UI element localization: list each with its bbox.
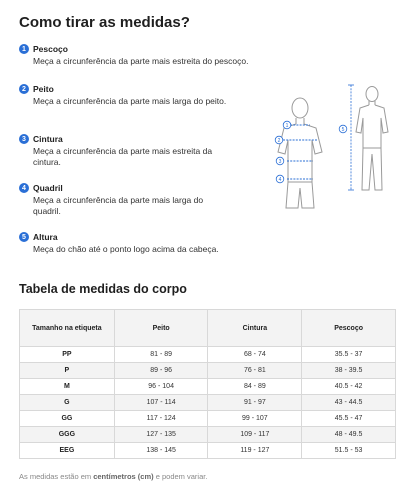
waist-cell: 84 - 89 bbox=[208, 379, 302, 395]
column-header-waist: Cintura bbox=[208, 310, 302, 347]
step-number-badge: 3 bbox=[19, 134, 29, 144]
table-row bbox=[20, 395, 396, 411]
neck-cell: 40.5 - 42 bbox=[302, 379, 396, 395]
waist-cell: 76 - 81 bbox=[208, 363, 302, 379]
step-description: Meça a circunferência da parte mais estreita da cintura. bbox=[33, 146, 213, 167]
full-body-figure bbox=[356, 87, 388, 191]
table-header-row bbox=[20, 310, 396, 347]
step-description: Meça a circunferência da parte mais larga do quadril. bbox=[33, 195, 204, 216]
table-row bbox=[20, 411, 396, 427]
step-neck bbox=[19, 44, 254, 67]
step-number-badge: 1 bbox=[19, 44, 29, 54]
column-header-size: Tamanho na etiqueta bbox=[20, 310, 115, 347]
step-number-badge: 5 bbox=[19, 232, 29, 242]
step-title: Quadril bbox=[33, 183, 63, 193]
size-cell: M bbox=[20, 379, 115, 395]
size-cell: P bbox=[20, 363, 115, 379]
body-measurement-illustration bbox=[268, 80, 408, 215]
chest-cell: 138 - 145 bbox=[114, 443, 208, 459]
step-number-badge: 4 bbox=[19, 183, 29, 193]
column-header-neck: Pescoço bbox=[302, 310, 396, 347]
neck-cell: 48 - 49.5 bbox=[302, 427, 396, 443]
step-title: Peito bbox=[33, 84, 54, 94]
step-number-badge: 2 bbox=[19, 84, 29, 94]
table-row bbox=[20, 347, 396, 363]
chest-cell: 117 - 124 bbox=[114, 411, 208, 427]
waist-cell: 109 - 117 bbox=[208, 427, 302, 443]
step-description: Meça do chão até o ponto logo acima da cabeça. bbox=[33, 244, 219, 254]
page-title: Como tirar as medidas? bbox=[19, 14, 190, 31]
size-table bbox=[19, 309, 396, 459]
size-cell: GGG bbox=[20, 427, 115, 443]
footnote-unit: centímetros (cm) bbox=[93, 472, 154, 481]
size-cell: PP bbox=[20, 347, 115, 363]
column-header-chest: Peito bbox=[114, 310, 208, 347]
footnote-suffix: e podem variar. bbox=[153, 472, 208, 481]
table-row bbox=[20, 363, 396, 379]
chest-cell: 81 - 89 bbox=[114, 347, 208, 363]
upper-body-figure bbox=[278, 98, 322, 208]
step-description: Meça a circunferência da parte mais larga do peito. bbox=[33, 96, 227, 106]
step-hip bbox=[19, 183, 254, 217]
table-row bbox=[20, 379, 396, 395]
size-cell: EEG bbox=[20, 443, 115, 459]
step-chest bbox=[19, 84, 254, 107]
chest-cell: 107 - 114 bbox=[114, 395, 208, 411]
chest-cell: 96 - 104 bbox=[114, 379, 208, 395]
step-title: Altura bbox=[33, 232, 58, 242]
neck-cell: 45.5 - 47 bbox=[302, 411, 396, 427]
waist-cell: 99 - 107 bbox=[208, 411, 302, 427]
step-title: Pescoço bbox=[33, 44, 68, 54]
step-waist bbox=[19, 134, 254, 168]
svg-text:1: 1 bbox=[285, 123, 289, 129]
neck-cell: 35.5 - 37 bbox=[302, 347, 396, 363]
chest-cell: 127 - 135 bbox=[114, 427, 208, 443]
waist-cell: 119 - 127 bbox=[208, 443, 302, 459]
chest-cell: 89 - 96 bbox=[114, 363, 208, 379]
figure-marker-1 bbox=[283, 121, 291, 129]
figure-marker-3 bbox=[276, 157, 284, 165]
figure-marker-5: 5 bbox=[341, 127, 345, 133]
units-footnote bbox=[19, 472, 207, 481]
height-guide bbox=[339, 85, 354, 190]
waist-cell: 91 - 97 bbox=[208, 395, 302, 411]
waist-cell: 68 - 74 bbox=[208, 347, 302, 363]
table-row bbox=[20, 427, 396, 443]
neck-cell: 51.5 - 53 bbox=[302, 443, 396, 459]
figure-marker-2 bbox=[275, 136, 283, 144]
size-cell: G bbox=[20, 395, 115, 411]
footnote-prefix: As medidas estão em bbox=[19, 472, 94, 481]
neck-cell: 43 - 44.5 bbox=[302, 395, 396, 411]
figure-marker-4 bbox=[276, 175, 284, 183]
step-title: Cintura bbox=[33, 134, 63, 144]
neck-cell: 38 - 39.5 bbox=[302, 363, 396, 379]
svg-text:4: 4 bbox=[278, 177, 282, 183]
step-height bbox=[19, 232, 254, 255]
size-table-title: Tabela de medidas do corpo bbox=[19, 282, 187, 296]
svg-text:2: 2 bbox=[277, 138, 281, 144]
table-row bbox=[20, 443, 396, 459]
step-description: Meça a circunferência da parte mais estreita do pescoço. bbox=[33, 56, 249, 66]
svg-text:3: 3 bbox=[278, 159, 282, 165]
size-cell: GG bbox=[20, 411, 115, 427]
